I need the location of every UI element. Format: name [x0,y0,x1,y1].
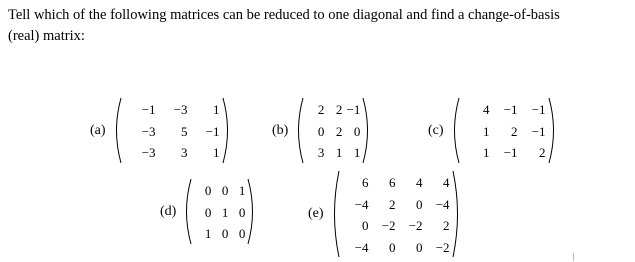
matrix-entry: 4 [443,175,450,190]
matrix-entry: 1 [353,145,361,161]
matrix-entry: −4 [354,196,369,212]
matrix-entries-e [340,170,452,258]
matrix-entry: −1 [503,145,518,161]
problem-statement-line-2: (real) matrix: [8,28,85,44]
matrix-entry: −1 [531,123,546,139]
right-bracket-c [548,97,558,164]
matrix-entry: −2 [435,239,450,255]
matrix-entry: 0 [353,123,361,139]
problem-statement [8,5,630,47]
matrix-entry: 0 [362,218,369,233]
matrix-entry: 2 [511,123,518,139]
right-bracket-a [222,97,232,164]
problem-a [90,97,232,164]
matrix-entry: 1 [483,123,490,139]
matrix-entry: 0 [204,204,212,220]
matrix-entry: 0 [389,239,396,255]
matrix-entry: 1 [213,145,220,161]
problem-c-label: (c) [428,122,444,138]
matrix-entry: −1 [205,123,220,139]
left-bracket-d [182,178,192,245]
matrix-entries-b [304,97,362,164]
matrix-entry: 2 [335,102,343,117]
matrix-d [182,178,257,245]
matrix-entries-a [122,97,222,164]
matrix-entry: 1 [483,145,490,161]
matrix-entry: 0 [221,183,229,198]
matrix-entry: 5 [181,123,188,139]
matrix-entry: −1 [346,102,361,117]
matrix-entry: 1 [238,183,246,198]
matrix-entry: −3 [141,145,156,161]
problem-b-label: (b) [272,122,289,138]
matrix-entries-c [460,97,548,164]
matrix-entry: 2 [389,196,396,212]
matrix-entry: −4 [435,196,450,212]
matrix-c [450,97,558,164]
problem-d [160,178,257,245]
left-bracket-b [294,97,304,164]
matrix-entries-d [192,178,247,245]
matrix-entry: 0 [238,204,246,220]
matrix-e [330,170,462,258]
matrix-entry: −4 [354,239,369,255]
matrix-entry: 2 [317,102,325,117]
matrix-entry: 6 [389,175,396,190]
matrix-entry: 0 [238,226,246,242]
matrix-entry: 0 [317,123,325,139]
matrix-b [294,97,372,164]
matrix-entry: 2 [539,145,546,161]
matrix-entry: −3 [173,102,188,117]
matrix-entry: −1 [141,102,156,117]
text-cursor [573,253,574,261]
right-bracket-d [247,178,257,245]
problem-e [308,170,462,258]
matrix-entry: 1 [204,226,212,242]
matrix-entry: 1 [335,145,343,161]
matrix-entry: 2 [443,218,450,233]
problem-a-label: (a) [90,122,106,138]
problem-b [272,97,372,164]
matrix-entry: 4 [416,175,423,190]
left-bracket-a [112,97,122,164]
matrix-a [112,97,232,164]
matrix-entry: 3 [181,145,188,161]
problem-statement-line-1: Tell which of the following matrices can be reduced to one diagonal and find a change-of-basis [8,7,560,23]
matrix-entry: 2 [335,123,343,139]
right-bracket-e [452,170,462,258]
problem-c [428,97,558,164]
matrix-entry: 0 [221,226,229,242]
matrix-entry: −2 [408,218,423,233]
matrix-entry: 0 [416,196,423,212]
matrix-entry: 0 [204,183,212,198]
matrix-entry: 4 [483,102,490,117]
matrix-entry: 3 [317,145,325,161]
left-bracket-c [450,97,460,164]
matrix-entry: 0 [416,239,423,255]
matrix-entry: 1 [221,204,229,220]
matrix-entry: −2 [381,218,396,233]
problem-d-label: (d) [160,203,177,219]
matrix-entry: 1 [213,102,220,117]
problem-e-label: (e) [308,206,324,221]
right-bracket-b [362,97,372,164]
matrix-entry: 6 [362,175,369,190]
matrix-entry: −1 [531,102,546,117]
left-bracket-e [330,170,340,258]
matrix-entry: −3 [141,123,156,139]
matrix-entry: −1 [503,102,518,117]
